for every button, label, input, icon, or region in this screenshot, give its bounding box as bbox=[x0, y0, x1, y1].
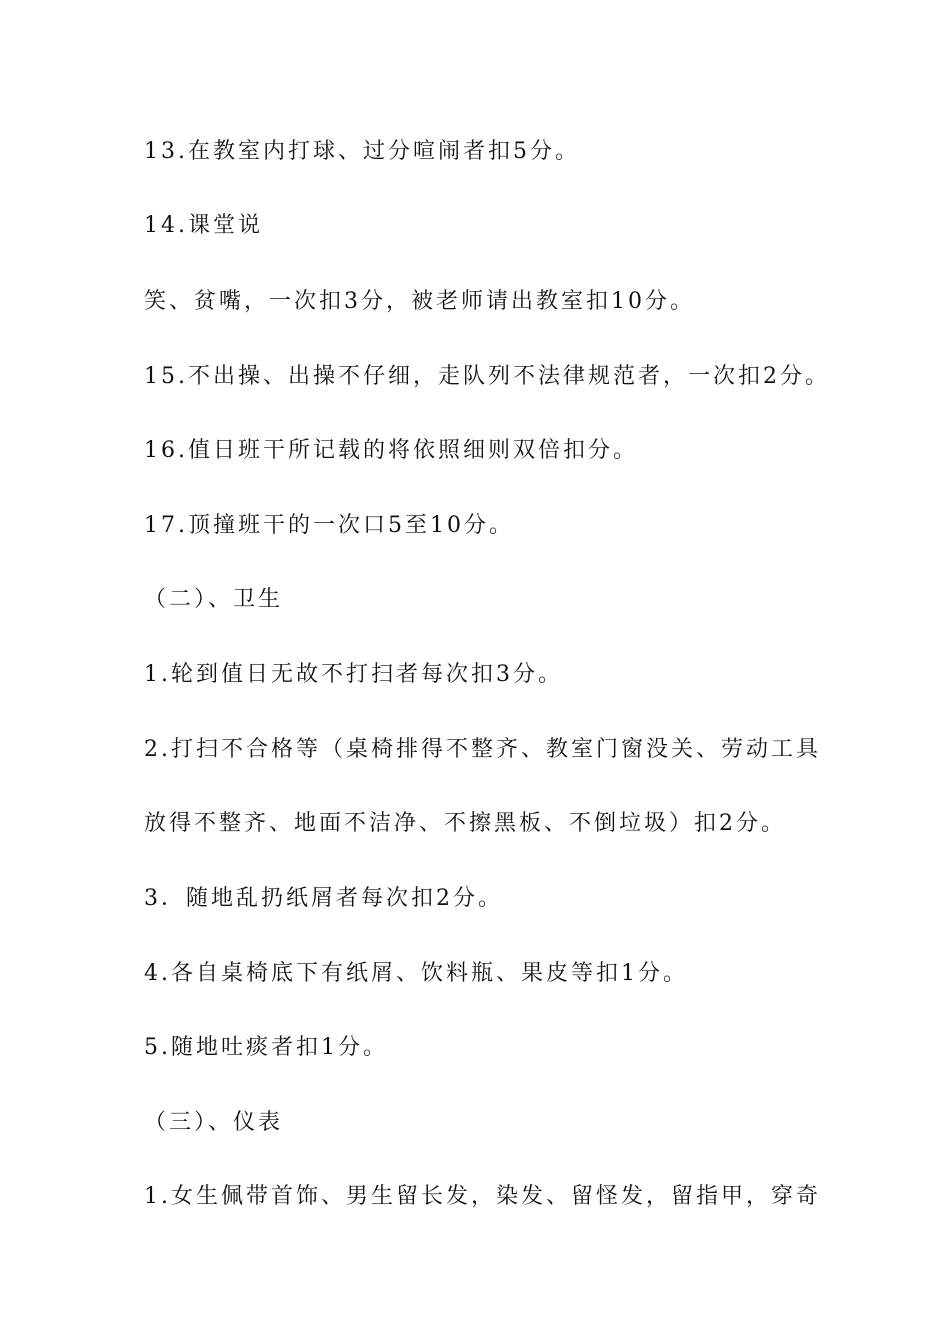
hygiene-rule-3: 3．随地乱扔纸屑者每次扣2分。 bbox=[144, 886, 503, 911]
section-hygiene-heading: （二）、卫生 bbox=[144, 587, 284, 612]
rule-14-continued: 笑、贫嘴，一次扣3分，被老师请出教室扣10分。 bbox=[144, 289, 695, 314]
rule-14-start: 14.课堂说 bbox=[144, 213, 263, 238]
rule-15: 15.不出操、出操不仔细，走队列不法律规范者，一次扣2分。 bbox=[144, 364, 830, 389]
rule-13: 13.在教室内打球、过分喧闹者扣5分。 bbox=[144, 139, 580, 164]
appearance-rule-1: 1.女生佩带首饰、男生留长发，染发、留怪发，留指甲，穿奇 bbox=[144, 1184, 821, 1209]
hygiene-rule-2-continued: 放得不整齐、地面不洁净、不擦黑板、不倒垃圾）扣2分。 bbox=[144, 811, 786, 836]
hygiene-rule-4: 4.各自桌椅底下有纸屑、饮料瓶、果皮等扣1分。 bbox=[144, 961, 688, 986]
hygiene-rule-1: 1.轮到值日无故不打扫者每次扣3分。 bbox=[144, 662, 563, 687]
section-appearance-heading: （三）、仪表 bbox=[144, 1110, 284, 1135]
hygiene-rule-5: 5.随地吐痰者扣1分。 bbox=[144, 1035, 388, 1060]
rule-17: 17.顶撞班干的一次口5至10分。 bbox=[144, 513, 514, 538]
rule-16: 16.值日班干所记载的将依照细则双倍扣分。 bbox=[144, 438, 638, 463]
hygiene-rule-2: 2.打扫不合格等（桌椅排得不整齐、教室门窗没关、劳动工具 bbox=[144, 737, 821, 762]
